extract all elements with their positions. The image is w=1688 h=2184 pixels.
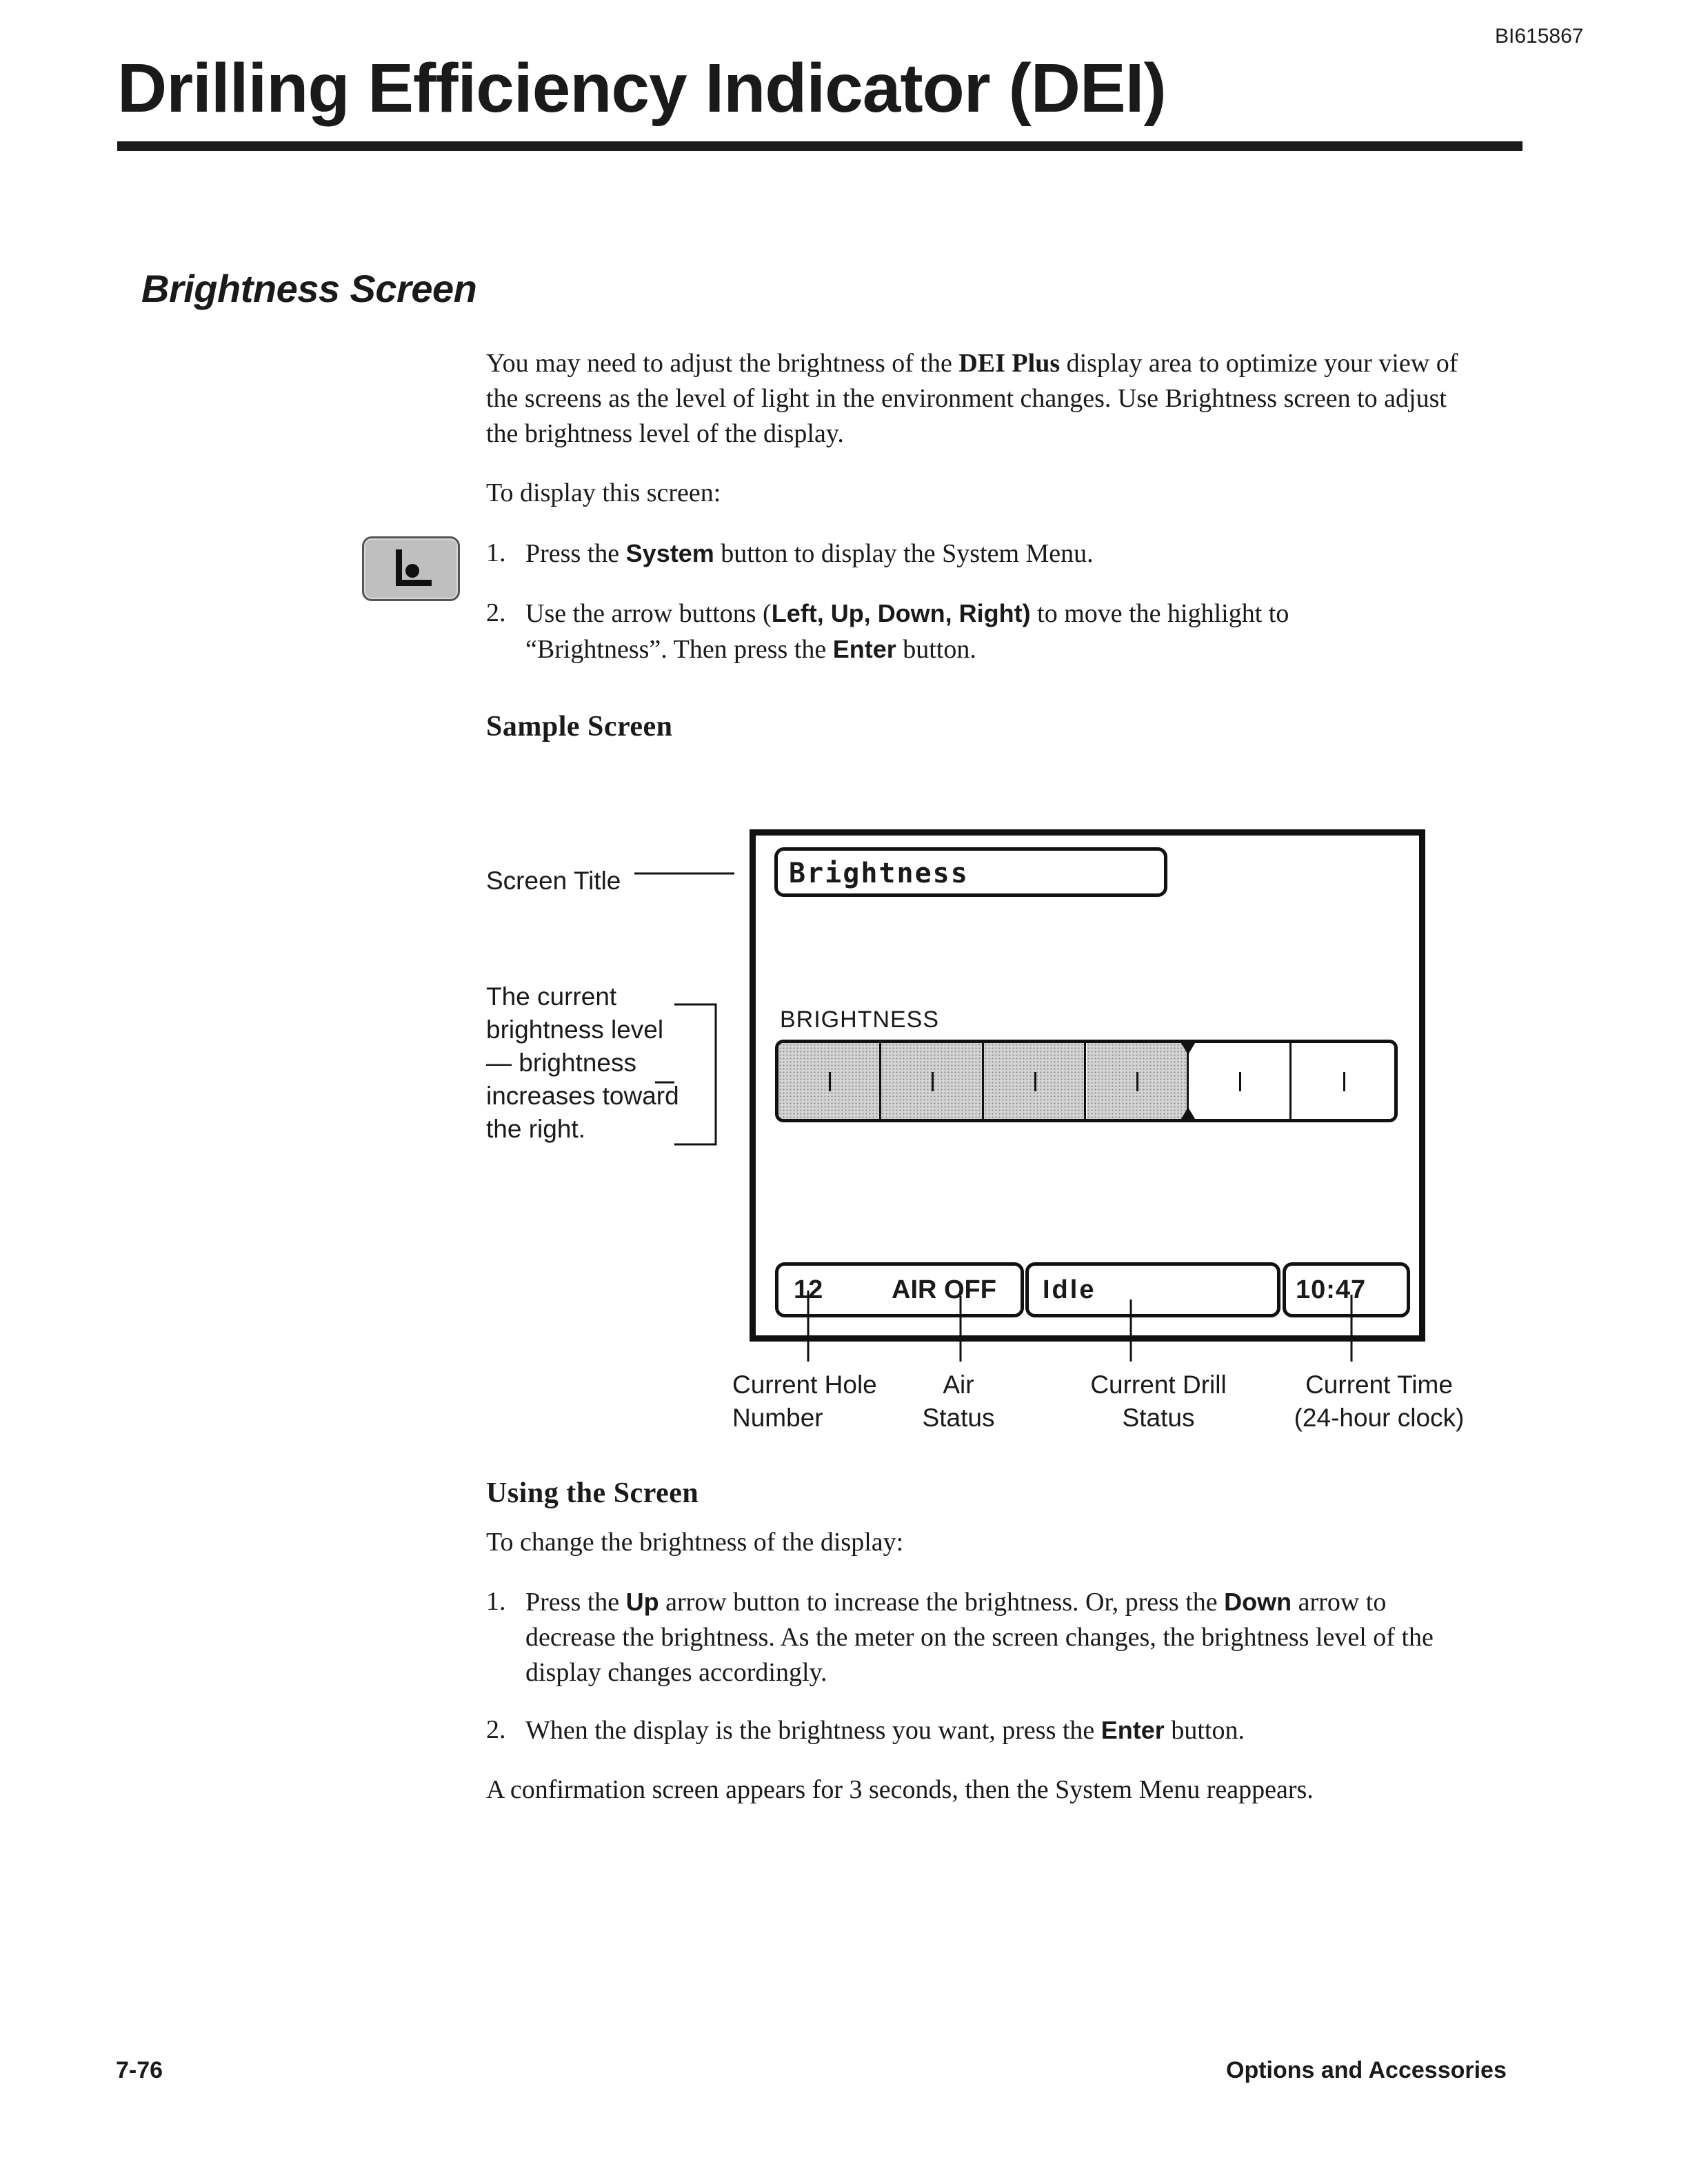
lcd-hole-number: 12 [794,1275,823,1304]
meter-tick [829,1072,831,1091]
meter-segment [984,1043,1087,1119]
meter-tick [932,1072,934,1091]
footer-page-number: 7-76 [116,2057,163,2083]
step-text: When the display is the brightness you want, press the [525,1716,1101,1745]
meter-tick [1343,1072,1345,1091]
level-marker-bottom-icon [1179,1107,1197,1122]
intro-product-name: DEI Plus [958,349,1061,378]
using-screen-heading: Using the Screen [486,1477,699,1509]
footer-section-name: Options and Accessories [1226,2057,1507,2083]
lcd-title: Brightness [789,858,969,889]
lcd-time: 10:47 [1296,1275,1367,1304]
step-number: 1. [486,538,506,567]
lcd-air-status: AIR OFF [892,1275,996,1304]
callout-hole-number [732,1368,877,1435]
step-text: Press the [525,1588,626,1617]
callout-air-status [910,1368,1007,1435]
document-id: BI615867 [1495,25,1584,48]
lcd-status-drill [1025,1262,1280,1317]
confirmation-text: A confirmation screen appears for 3 seconds, then the System Menu reappears. [486,1775,1314,1804]
using-intro-text: To change the brightness of the display: [486,1528,904,1557]
lcd-sample-screen [750,829,1425,1342]
step-text: arrow button to increase the brightness. Or, press the [659,1588,1225,1617]
system-button-icon [362,536,460,601]
step-text: button. [1164,1716,1245,1745]
step-text: Press the [525,539,626,568]
lcd-meter-label: BRIGHTNESS [780,1007,940,1033]
step-keyword-enter: Enter [832,635,896,663]
step-text: button. [896,635,976,664]
level-marker-top-icon [1179,1040,1197,1055]
meter-segment [1292,1043,1394,1119]
sample-screen-heading: Sample Screen [486,711,673,742]
meter-tick [1136,1072,1138,1091]
step-keyword-up: Up [625,1588,659,1616]
step-keyword-arrows: Left, Up, Down, Right) [771,599,1031,627]
intro-text-1: You may need to adjust the brightness of the [486,349,959,378]
callout-line: Status [922,1404,995,1432]
lcd-title-box [774,847,1167,897]
brightness-meter [775,1040,1398,1122]
section-heading: Brightness Screen [141,267,477,310]
step-keyword-enter: Enter [1101,1716,1165,1744]
callout-screen-title: Screen Title [486,867,621,895]
intro-paragraph [486,346,1479,452]
lcd-status-time [1283,1262,1410,1317]
step-keyword-down: Down [1224,1588,1292,1616]
intro-text-2: display area to optimize your view of the screens as the level of light in the environment changes. Use Brightness screen to adjust the brightness level of the display. [486,349,1458,448]
title-rule [117,141,1523,151]
meter-tick [1034,1072,1036,1091]
step-keyword-system: System [625,539,714,567]
step-2 [486,596,1520,671]
step-1 [486,536,1520,577]
callout-line: (24-hour clock) [1294,1404,1465,1432]
callout-line: Number [732,1404,823,1432]
callout-line: Status [1122,1404,1195,1432]
callout-line: Current Drill [1090,1371,1227,1399]
system-glyph-icon [364,538,458,599]
step-text: button to display the System Menu. [714,539,1094,568]
callout-brightness-level: The current brightness level — brightness increases toward the right. [486,982,679,1143]
step-text: to move the highlight to “Brightness”. Then press the [525,599,1289,664]
callout-line: Current Hole [732,1371,877,1399]
callout-drill-status [1065,1368,1252,1435]
step-text: arrow to decrease the brightness. As the meter on the screen changes, the brightness level of the display changes accordingly. [525,1588,1434,1687]
meter-segment [881,1043,984,1119]
step-number: 2. [486,1715,506,1744]
meter-segment [778,1043,881,1119]
meter-segment [1087,1043,1189,1119]
lcd-status-hole-air [775,1262,1024,1317]
step-number: 1. [486,1587,506,1616]
step-number: 2. [486,598,506,627]
meter-tick [1239,1072,1241,1091]
callout-line: Air [943,1371,974,1399]
callout-line: Current Time [1305,1371,1453,1399]
meter-segment [1189,1043,1292,1119]
using-step-1 [486,1584,1520,1695]
callout-current-time [1283,1368,1476,1435]
step-text: Use the arrow buttons ( [525,599,772,628]
page-title: Drilling Efficiency Indicator (DEI) [117,50,1166,127]
lcd-drill-status: Idle [1043,1275,1096,1304]
to-display-text: To display this screen: [486,478,721,507]
using-step-2 [486,1712,1520,1754]
